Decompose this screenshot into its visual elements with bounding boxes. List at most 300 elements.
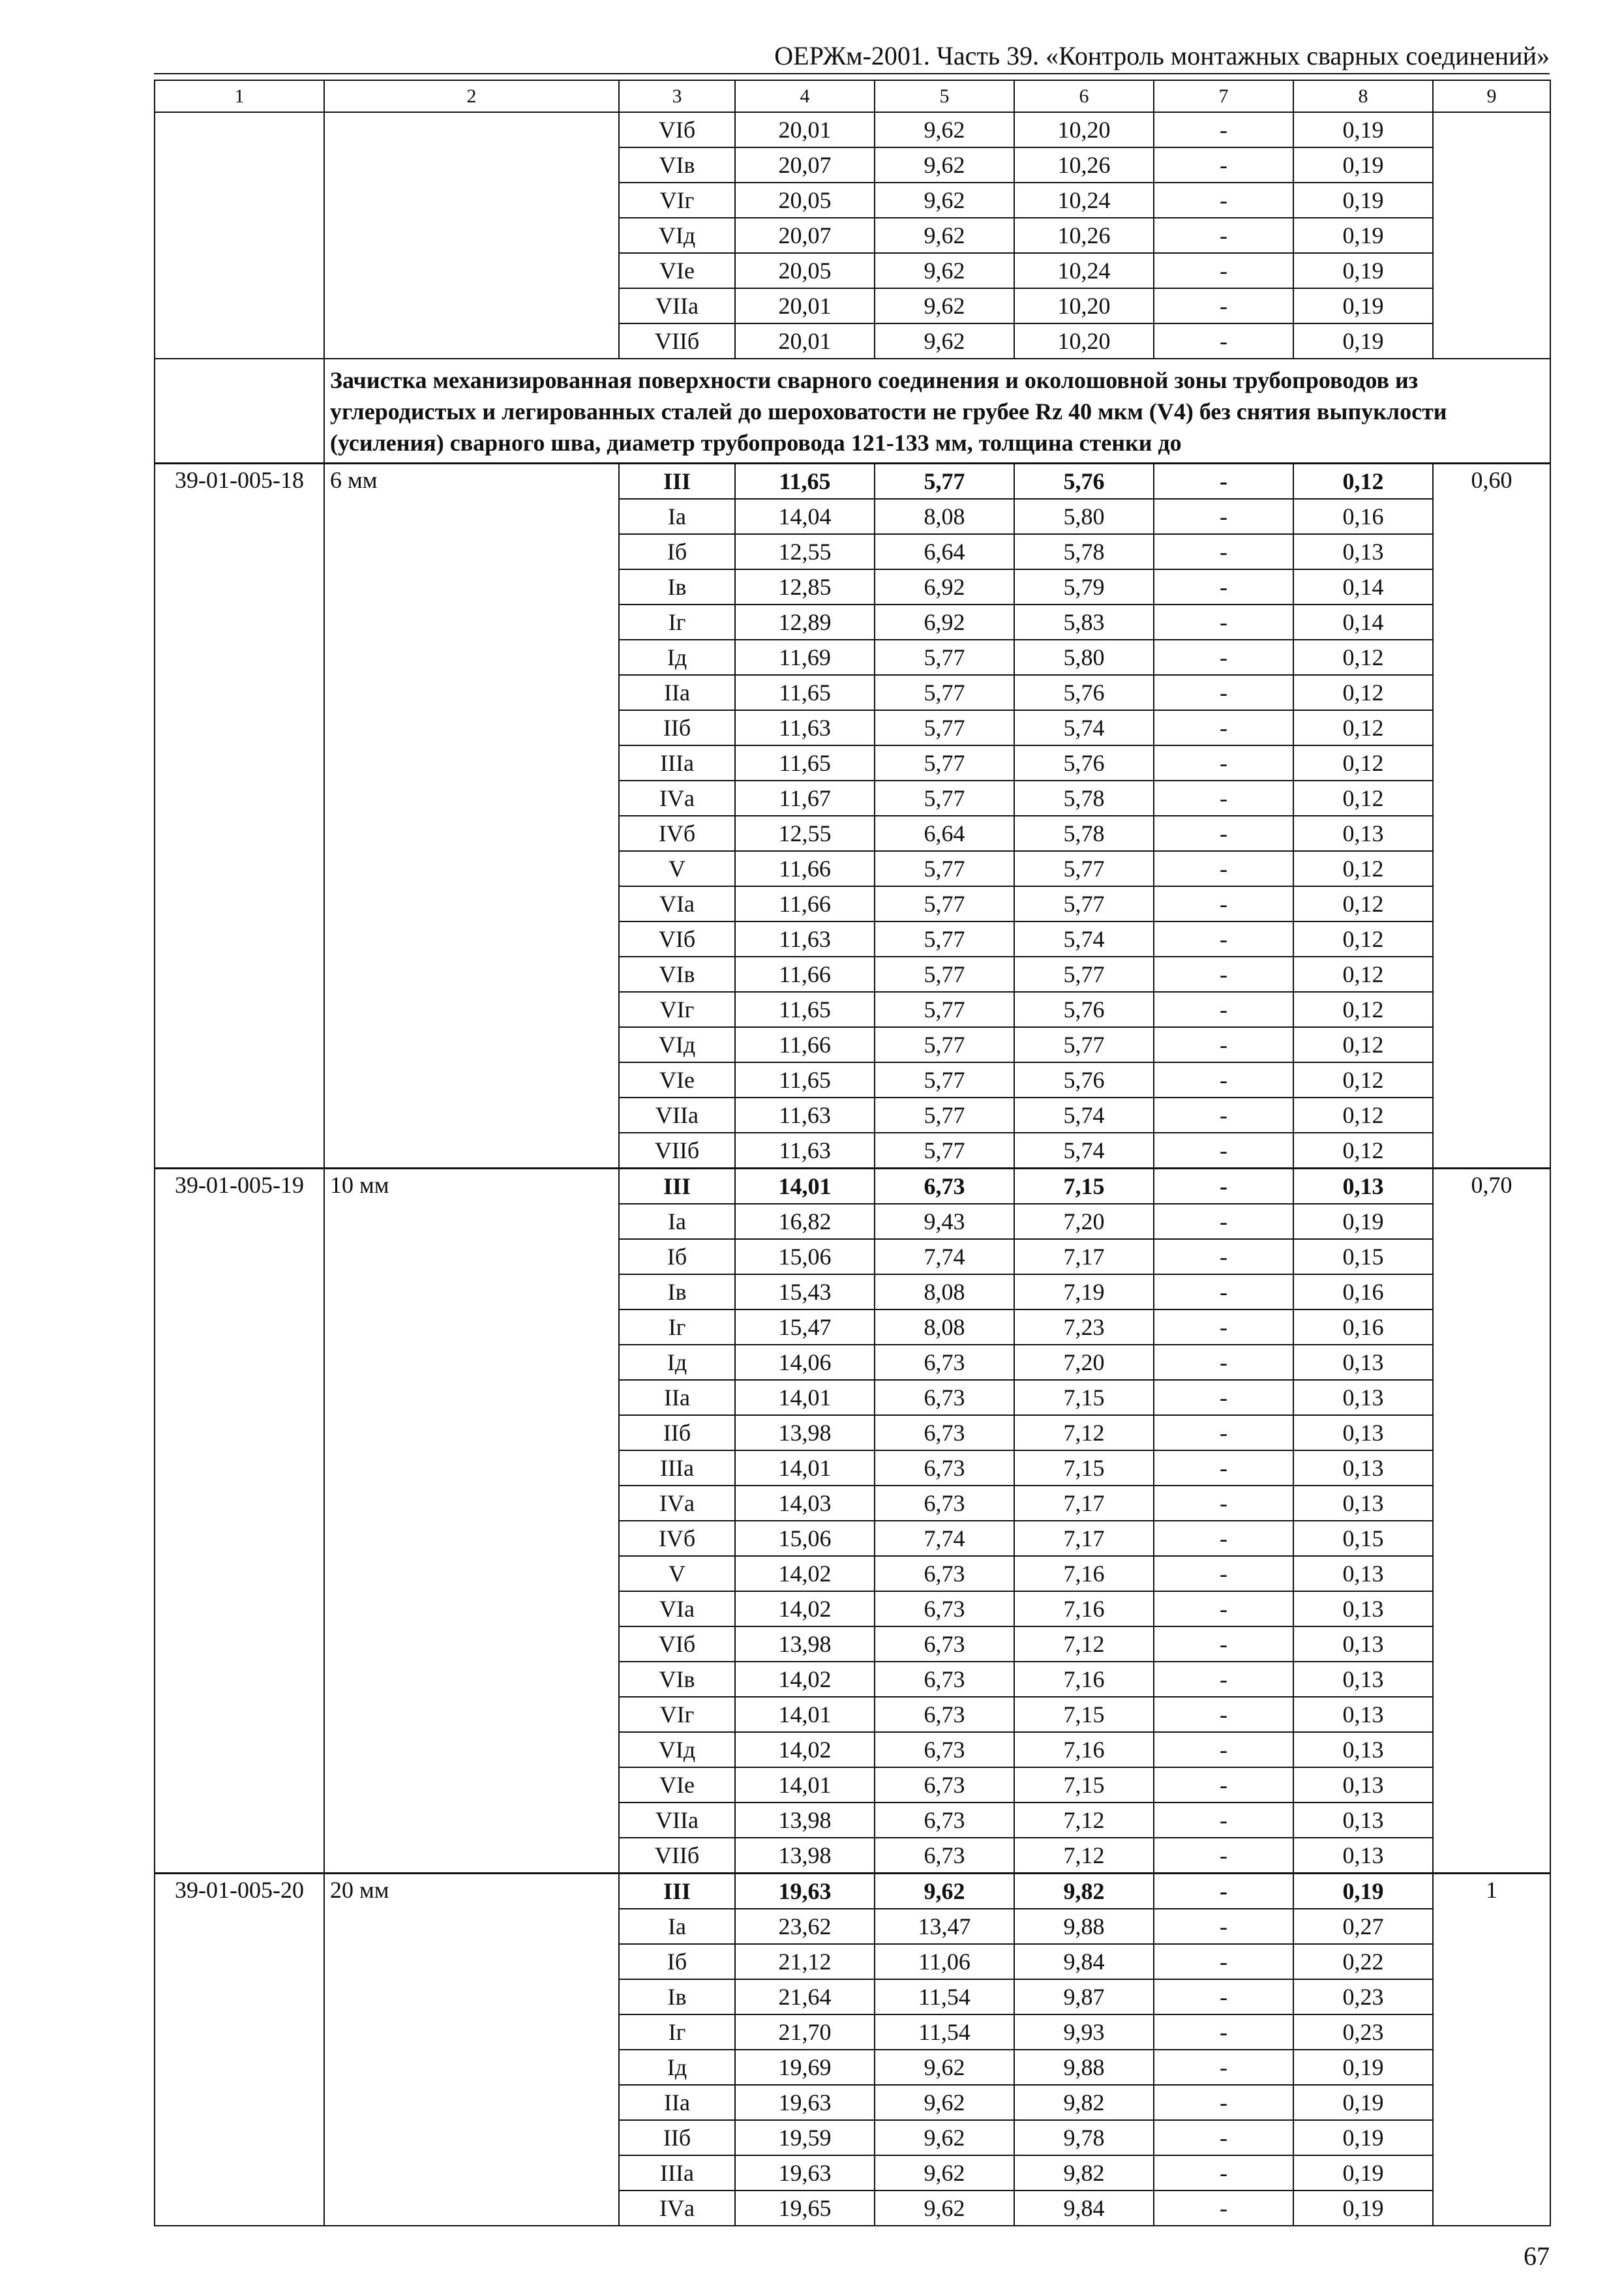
category-cell: IIб: [619, 2120, 735, 2155]
col7-cell: -: [1154, 1345, 1293, 1380]
col8-cell: 0,19: [1293, 253, 1433, 288]
col7-cell: -: [1154, 1909, 1293, 1944]
category-cell: VIIа: [619, 288, 735, 323]
col7-cell: -: [1154, 710, 1293, 745]
col4-cell: 20,05: [735, 183, 875, 218]
col4-cell: 14,03: [735, 1486, 875, 1521]
col8-cell: 0,19: [1293, 2191, 1433, 2226]
category-cell: VIб: [619, 112, 735, 147]
category-cell: Iб: [619, 1944, 735, 1979]
col5-cell: 6,73: [875, 1697, 1014, 1732]
norms-table: [154, 80, 1551, 2226]
col4-cell: 13,98: [735, 1415, 875, 1450]
col4-cell: 14,02: [735, 1591, 875, 1626]
col4-cell: 11,66: [735, 957, 875, 992]
col5-cell: 5,77: [875, 1098, 1014, 1133]
col6-cell: 7,15: [1014, 1450, 1154, 1486]
col6-cell: 5,74: [1014, 1098, 1154, 1133]
thickness-cell: [324, 112, 619, 359]
col7-cell: -: [1154, 1697, 1293, 1732]
category-cell: VIд: [619, 1027, 735, 1062]
col8-cell: 0,13: [1293, 1169, 1433, 1204]
column-number-cell: 2: [324, 80, 619, 112]
category-cell: IIIа: [619, 2155, 735, 2191]
col7-cell: -: [1154, 1169, 1293, 1204]
col5-cell: 5,77: [875, 640, 1014, 675]
col8-cell: 0,13: [1293, 1450, 1433, 1486]
col4-cell: 11,66: [735, 851, 875, 886]
col7-cell: -: [1154, 1732, 1293, 1767]
wall-thickness: 10 мм: [324, 1169, 619, 1874]
col6-cell: 7,12: [1014, 1626, 1154, 1662]
col4-cell: 13,98: [735, 1626, 875, 1662]
col4-cell: 20,07: [735, 147, 875, 183]
col7-cell: -: [1154, 992, 1293, 1027]
col8-cell: 0,13: [1293, 816, 1433, 851]
column-number-cell: 4: [735, 80, 875, 112]
col8-cell: 0,13: [1293, 1415, 1433, 1450]
category-cell: Iб: [619, 1239, 735, 1274]
col4-cell: 15,43: [735, 1274, 875, 1309]
col8-cell: 0,12: [1293, 640, 1433, 675]
col6-cell: 9,88: [1014, 2050, 1154, 2085]
col6-cell: 5,78: [1014, 781, 1154, 816]
col8-cell: 0,14: [1293, 569, 1433, 605]
col8-cell: 0,13: [1293, 1345, 1433, 1380]
col6-cell: 10,24: [1014, 183, 1154, 218]
category-cell: VIе: [619, 253, 735, 288]
col4-cell: 19,63: [735, 2155, 875, 2191]
col8-cell: 0,19: [1293, 288, 1433, 323]
col7-cell: -: [1154, 1803, 1293, 1838]
col7-cell: -: [1154, 1626, 1293, 1662]
col7-cell: -: [1154, 1838, 1293, 1874]
col4-cell: 14,02: [735, 1662, 875, 1697]
col6-cell: 10,20: [1014, 288, 1154, 323]
category-cell: V: [619, 851, 735, 886]
category-cell: Iв: [619, 569, 735, 605]
col6-cell: 9,87: [1014, 1979, 1154, 2014]
col9-cell: [1433, 112, 1550, 359]
col7-cell: -: [1154, 2191, 1293, 2226]
col7-cell: -: [1154, 886, 1293, 921]
col7-cell: -: [1154, 464, 1293, 500]
col4-cell: 13,98: [735, 1803, 875, 1838]
col4-cell: 12,55: [735, 534, 875, 569]
col4-cell: 11,65: [735, 675, 875, 710]
col6-cell: 7,12: [1014, 1838, 1154, 1874]
col4-cell: 11,67: [735, 781, 875, 816]
col5-cell: 7,74: [875, 1239, 1014, 1274]
col5-cell: 5,77: [875, 781, 1014, 816]
col7-cell: -: [1154, 2155, 1293, 2191]
col8-cell: 0,13: [1293, 1486, 1433, 1521]
category-cell: VIа: [619, 1591, 735, 1626]
col8-cell: 0,23: [1293, 2014, 1433, 2050]
category-cell: Iа: [619, 1909, 735, 1944]
col5-cell: 6,92: [875, 605, 1014, 640]
col6-cell: 10,20: [1014, 323, 1154, 359]
col7-cell: -: [1154, 921, 1293, 957]
col8-cell: 0,22: [1293, 1944, 1433, 1979]
col6-cell: 5,80: [1014, 640, 1154, 675]
col5-cell: 6,73: [875, 1767, 1014, 1803]
col6-cell: 5,79: [1014, 569, 1154, 605]
col8-cell: 0,12: [1293, 710, 1433, 745]
category-cell: Iг: [619, 1309, 735, 1345]
col4-cell: 11,63: [735, 921, 875, 957]
col7-cell: -: [1154, 2050, 1293, 2085]
category-cell: Iг: [619, 605, 735, 640]
col8-cell: 0,13: [1293, 1662, 1433, 1697]
col6-cell: 5,83: [1014, 605, 1154, 640]
norm-code: 39-01-005-18: [155, 464, 324, 1169]
category-cell: VIг: [619, 1697, 735, 1732]
col4-cell: 11,63: [735, 710, 875, 745]
col4-cell: 14,02: [735, 1732, 875, 1767]
col8-cell: 0,12: [1293, 675, 1433, 710]
col4-cell: 11,65: [735, 992, 875, 1027]
col6-cell: 9,84: [1014, 1944, 1154, 1979]
running-header: ОЕРЖм-2001. Часть 39. «Контроль монтажных сварных соединений»: [774, 41, 1550, 70]
col6-cell: 5,76: [1014, 745, 1154, 781]
col8-cell: 0,13: [1293, 1697, 1433, 1732]
col5-cell: 9,62: [875, 323, 1014, 359]
col4-cell: 11,65: [735, 1062, 875, 1098]
column-number-cell: 9: [1433, 80, 1550, 112]
col5-cell: 5,77: [875, 710, 1014, 745]
category-cell: III: [619, 1169, 735, 1204]
col8-cell: 0,13: [1293, 534, 1433, 569]
col7-cell: -: [1154, 1415, 1293, 1450]
col6-cell: 7,23: [1014, 1309, 1154, 1345]
col7-cell: -: [1154, 323, 1293, 359]
group-total-row: [155, 1169, 1550, 1204]
col7-cell: -: [1154, 1062, 1293, 1098]
col8-cell: 0,13: [1293, 1838, 1433, 1874]
col8-cell: 0,12: [1293, 921, 1433, 957]
col8-cell: 0,19: [1293, 323, 1433, 359]
col5-cell: 11,06: [875, 1944, 1014, 1979]
col8-cell: 0,15: [1293, 1521, 1433, 1556]
col7-cell: -: [1154, 569, 1293, 605]
col9-value: 0,60: [1433, 464, 1550, 1169]
col7-cell: -: [1154, 1944, 1293, 1979]
col5-cell: 11,54: [875, 2014, 1014, 2050]
col4-cell: 11,65: [735, 745, 875, 781]
category-cell: Iа: [619, 499, 735, 534]
col8-cell: 0,19: [1293, 1874, 1433, 1909]
col6-cell: 10,26: [1014, 218, 1154, 253]
col6-cell: 7,15: [1014, 1767, 1154, 1803]
col7-cell: -: [1154, 1486, 1293, 1521]
col5-cell: 9,43: [875, 1204, 1014, 1239]
col4-cell: 14,01: [735, 1697, 875, 1732]
col5-cell: 5,77: [875, 992, 1014, 1027]
section-code-cell: [155, 359, 324, 464]
col4-cell: 11,63: [735, 1098, 875, 1133]
category-cell: IIб: [619, 1415, 735, 1450]
category-cell: VIIб: [619, 323, 735, 359]
col4-cell: 12,89: [735, 605, 875, 640]
col6-cell: 9,82: [1014, 1874, 1154, 1909]
col6-cell: 9,88: [1014, 1909, 1154, 1944]
col5-cell: 13,47: [875, 1909, 1014, 1944]
category-cell: VIIб: [619, 1838, 735, 1874]
col5-cell: 6,73: [875, 1838, 1014, 1874]
col9-value: 0,70: [1433, 1169, 1550, 1874]
col7-cell: -: [1154, 640, 1293, 675]
col6-cell: 7,19: [1014, 1274, 1154, 1309]
col5-cell: 5,77: [875, 1027, 1014, 1062]
col8-cell: 0,12: [1293, 464, 1433, 500]
col6-cell: 5,76: [1014, 1062, 1154, 1098]
col5-cell: 5,77: [875, 957, 1014, 992]
col8-cell: 0,12: [1293, 1062, 1433, 1098]
category-cell: Iг: [619, 2014, 735, 2050]
col8-cell: 0,19: [1293, 2120, 1433, 2155]
category-cell: VIв: [619, 147, 735, 183]
col7-cell: -: [1154, 2120, 1293, 2155]
category-cell: III: [619, 1874, 735, 1909]
col7-cell: -: [1154, 288, 1293, 323]
col4-cell: 21,12: [735, 1944, 875, 1979]
col8-cell: 0,16: [1293, 1274, 1433, 1309]
col8-cell: 0,13: [1293, 1767, 1433, 1803]
col8-cell: 0,12: [1293, 851, 1433, 886]
section-row: [155, 359, 1550, 464]
col8-cell: 0,16: [1293, 499, 1433, 534]
col8-cell: 0,23: [1293, 1979, 1433, 2014]
category-cell: IIб: [619, 710, 735, 745]
category-cell: VIд: [619, 1732, 735, 1767]
col6-cell: 5,76: [1014, 675, 1154, 710]
col4-cell: 15,06: [735, 1239, 875, 1274]
col8-cell: 0,16: [1293, 1309, 1433, 1345]
col5-cell: 8,08: [875, 1309, 1014, 1345]
col5-cell: 9,62: [875, 147, 1014, 183]
category-cell: IVб: [619, 816, 735, 851]
col8-cell: 0,13: [1293, 1380, 1433, 1415]
col4-cell: 11,66: [735, 1027, 875, 1062]
col4-cell: 14,01: [735, 1169, 875, 1204]
col8-cell: 0,12: [1293, 1133, 1433, 1169]
col7-cell: -: [1154, 1591, 1293, 1626]
category-cell: VIг: [619, 992, 735, 1027]
column-number-cell: 5: [875, 80, 1014, 112]
col5-cell: 5,77: [875, 1133, 1014, 1169]
col7-cell: -: [1154, 147, 1293, 183]
col5-cell: 6,64: [875, 534, 1014, 569]
col5-cell: 5,77: [875, 1062, 1014, 1098]
col7-cell: -: [1154, 112, 1293, 147]
col5-cell: 6,73: [875, 1732, 1014, 1767]
col5-cell: 9,62: [875, 2085, 1014, 2120]
category-cell: VIд: [619, 218, 735, 253]
norm-code: 39-01-005-20: [155, 1874, 324, 2226]
col7-cell: -: [1154, 1204, 1293, 1239]
col8-cell: 0,12: [1293, 1027, 1433, 1062]
col8-cell: 0,12: [1293, 992, 1433, 1027]
col7-cell: -: [1154, 957, 1293, 992]
col7-cell: -: [1154, 1521, 1293, 1556]
category-cell: III: [619, 464, 735, 500]
col8-cell: 0,19: [1293, 2155, 1433, 2191]
category-cell: VIб: [619, 1626, 735, 1662]
column-number-cell: 3: [619, 80, 735, 112]
col5-cell: 8,08: [875, 499, 1014, 534]
col4-cell: 14,04: [735, 499, 875, 534]
col6-cell: 9,82: [1014, 2155, 1154, 2191]
col6-cell: 7,17: [1014, 1486, 1154, 1521]
category-cell: VIIа: [619, 1098, 735, 1133]
col8-cell: 0,12: [1293, 886, 1433, 921]
col4-cell: 12,55: [735, 816, 875, 851]
col4-cell: 21,64: [735, 1979, 875, 2014]
col8-cell: 0,13: [1293, 1803, 1433, 1838]
category-cell: VIг: [619, 183, 735, 218]
col8-cell: 0,19: [1293, 2085, 1433, 2120]
col7-cell: -: [1154, 534, 1293, 569]
col4-cell: 20,01: [735, 112, 875, 147]
col6-cell: 5,76: [1014, 464, 1154, 500]
col8-cell: 0,12: [1293, 957, 1433, 992]
category-cell: VIе: [619, 1767, 735, 1803]
col8-cell: 0,14: [1293, 605, 1433, 640]
col5-cell: 9,62: [875, 2120, 1014, 2155]
col5-cell: 6,73: [875, 1556, 1014, 1591]
col6-cell: 5,77: [1014, 957, 1154, 992]
category-cell: VIIб: [619, 1133, 735, 1169]
col4-cell: 23,62: [735, 1909, 875, 1944]
col7-cell: -: [1154, 1662, 1293, 1697]
col4-cell: 19,65: [735, 2191, 875, 2226]
table-row: [155, 112, 1550, 147]
col8-cell: 0,19: [1293, 1204, 1433, 1239]
section-title: Зачистка механизированная поверхности сварного соединения и околошовной зоны трубопроводов из углеродистых и легированных сталей до шероховатости не грубее Rz 40 мкм (V4) без снятия выпуклости (усиления) сварного шва, диаметр трубопровода 121-133 мм, толщина стенки до: [324, 359, 1550, 464]
col5-cell: 9,62: [875, 288, 1014, 323]
col7-cell: -: [1154, 499, 1293, 534]
col6-cell: 5,78: [1014, 534, 1154, 569]
column-number-cell: 7: [1154, 80, 1293, 112]
col8-cell: 0,15: [1293, 1239, 1433, 1274]
col7-cell: -: [1154, 745, 1293, 781]
col8-cell: 0,12: [1293, 781, 1433, 816]
col5-cell: 5,77: [875, 851, 1014, 886]
category-cell: IVа: [619, 781, 735, 816]
col7-cell: -: [1154, 1556, 1293, 1591]
col5-cell: 5,77: [875, 464, 1014, 500]
col6-cell: 7,16: [1014, 1662, 1154, 1697]
col6-cell: 10,24: [1014, 253, 1154, 288]
col4-cell: 20,05: [735, 253, 875, 288]
col4-cell: 19,63: [735, 1874, 875, 1909]
col6-cell: 5,78: [1014, 816, 1154, 851]
category-cell: IIа: [619, 1380, 735, 1415]
col8-cell: 0,13: [1293, 1732, 1433, 1767]
page-number: 67: [1524, 2241, 1550, 2271]
col4-cell: 14,01: [735, 1380, 875, 1415]
col4-cell: 20,01: [735, 288, 875, 323]
col6-cell: 7,20: [1014, 1345, 1154, 1380]
col4-cell: 21,70: [735, 2014, 875, 2050]
category-cell: VIIа: [619, 1803, 735, 1838]
col7-cell: -: [1154, 781, 1293, 816]
col6-cell: 7,12: [1014, 1415, 1154, 1450]
col6-cell: 5,74: [1014, 1133, 1154, 1169]
col6-cell: 7,12: [1014, 1803, 1154, 1838]
col6-cell: 7,17: [1014, 1521, 1154, 1556]
col7-cell: -: [1154, 1450, 1293, 1486]
norm-code: 39-01-005-19: [155, 1169, 324, 1874]
col4-cell: 14,01: [735, 1450, 875, 1486]
col5-cell: 5,77: [875, 886, 1014, 921]
col7-cell: -: [1154, 1239, 1293, 1274]
col5-cell: 5,77: [875, 921, 1014, 957]
col8-cell: 0,12: [1293, 1098, 1433, 1133]
col6-cell: 7,15: [1014, 1169, 1154, 1204]
col9-value: 1: [1433, 1874, 1550, 2226]
category-cell: IIIа: [619, 1450, 735, 1486]
group-total-row: [155, 1874, 1550, 1909]
col4-cell: 19,69: [735, 2050, 875, 2085]
category-cell: Iд: [619, 1345, 735, 1380]
col8-cell: 0,13: [1293, 1556, 1433, 1591]
col5-cell: 5,77: [875, 745, 1014, 781]
col5-cell: 6,73: [875, 1591, 1014, 1626]
category-cell: Iа: [619, 1204, 735, 1239]
col7-cell: -: [1154, 1027, 1293, 1062]
col5-cell: 11,54: [875, 1979, 1014, 2014]
col4-cell: 14,02: [735, 1556, 875, 1591]
col6-cell: 9,78: [1014, 2120, 1154, 2155]
category-cell: V: [619, 1556, 735, 1591]
col4-cell: 15,47: [735, 1309, 875, 1345]
col7-cell: -: [1154, 851, 1293, 886]
col7-cell: -: [1154, 1098, 1293, 1133]
col8-cell: 0,13: [1293, 1591, 1433, 1626]
category-cell: VIб: [619, 921, 735, 957]
col6-cell: 9,82: [1014, 2085, 1154, 2120]
col5-cell: 6,64: [875, 816, 1014, 851]
col4-cell: 11,69: [735, 640, 875, 675]
col4-cell: 20,07: [735, 218, 875, 253]
col4-cell: 11,63: [735, 1133, 875, 1169]
col4-cell: 15,06: [735, 1521, 875, 1556]
col5-cell: 9,62: [875, 2050, 1014, 2085]
col6-cell: 5,77: [1014, 851, 1154, 886]
col5-cell: 9,62: [875, 253, 1014, 288]
col5-cell: 9,62: [875, 1874, 1014, 1909]
col7-cell: -: [1154, 218, 1293, 253]
col4-cell: 11,66: [735, 886, 875, 921]
col5-cell: 6,73: [875, 1415, 1014, 1450]
category-cell: Iв: [619, 1274, 735, 1309]
col8-cell: 0,12: [1293, 745, 1433, 781]
col6-cell: 7,20: [1014, 1204, 1154, 1239]
col5-cell: 6,73: [875, 1486, 1014, 1521]
category-cell: VIв: [619, 1662, 735, 1697]
col5-cell: 5,77: [875, 675, 1014, 710]
col7-cell: -: [1154, 1380, 1293, 1415]
col7-cell: -: [1154, 605, 1293, 640]
col4-cell: 14,01: [735, 1767, 875, 1803]
col4-cell: 13,98: [735, 1838, 875, 1874]
col7-cell: -: [1154, 1133, 1293, 1169]
col4-cell: 12,85: [735, 569, 875, 605]
col7-cell: -: [1154, 816, 1293, 851]
col7-cell: -: [1154, 675, 1293, 710]
